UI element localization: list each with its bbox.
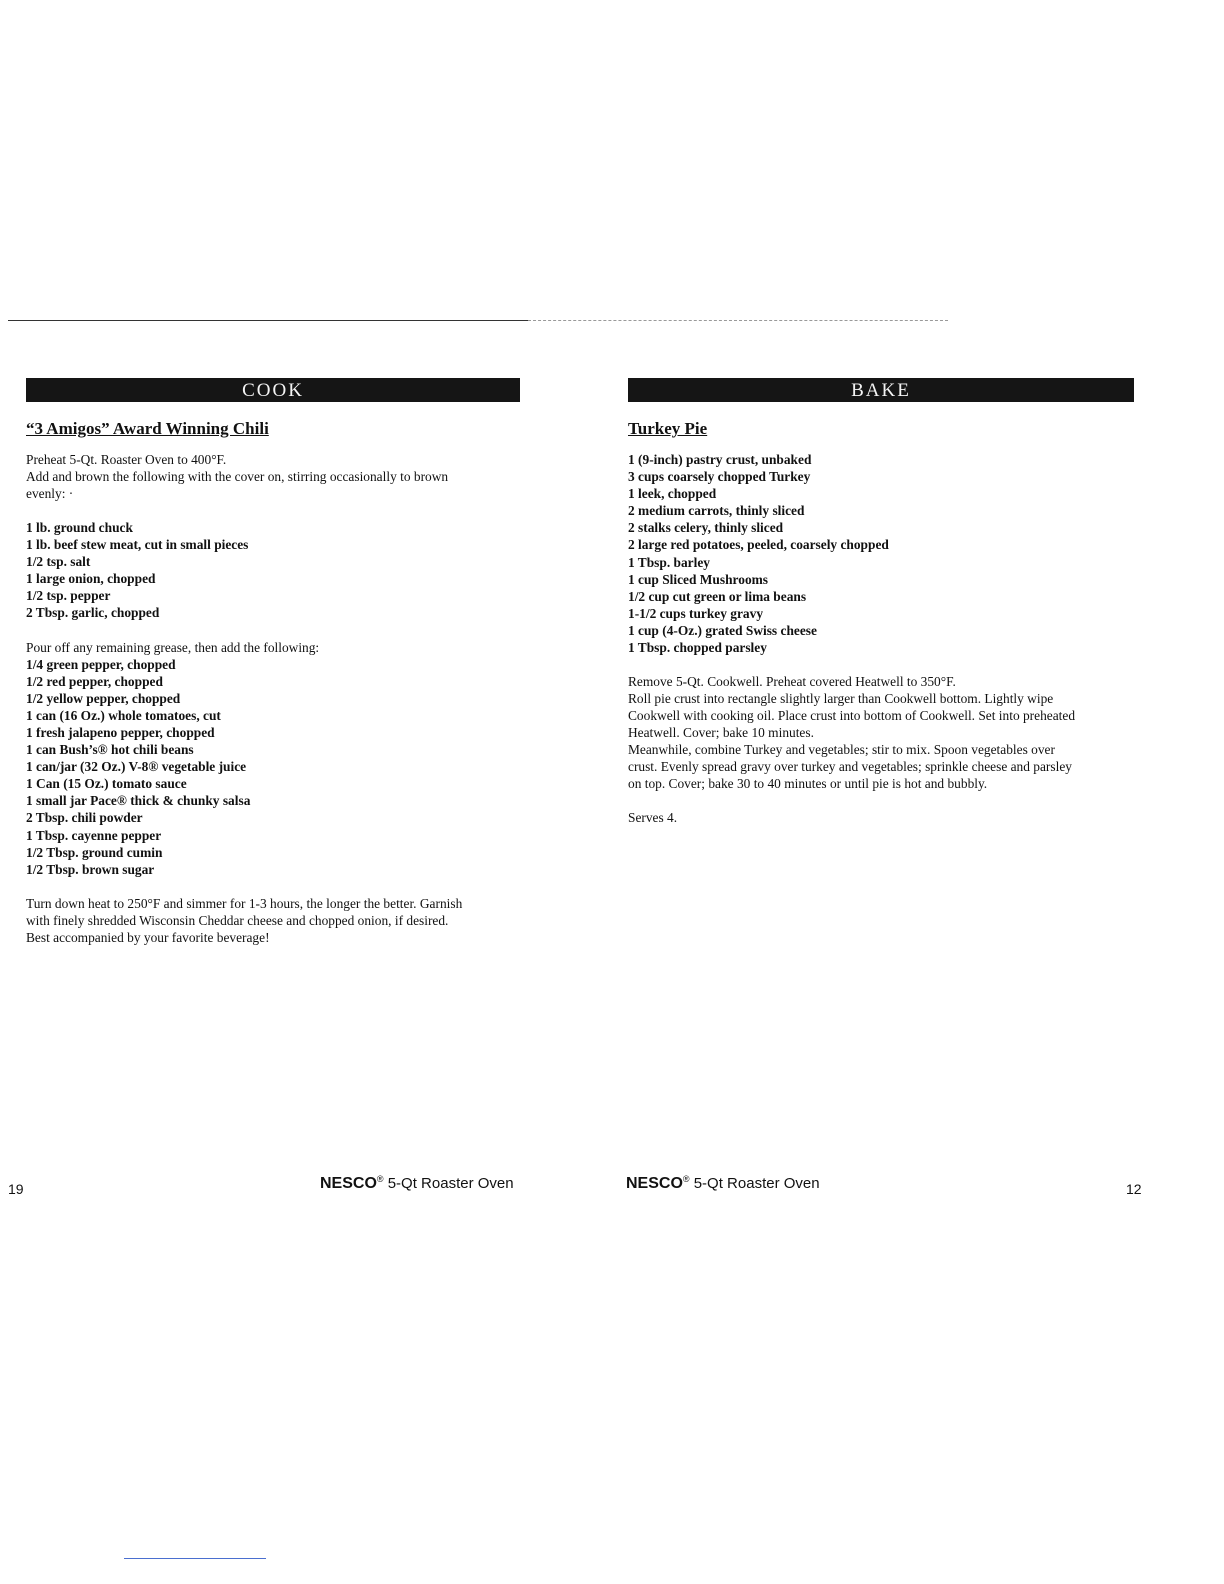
brand-name: NESCO (320, 1175, 377, 1192)
ingredient: 1 Tbsp. barley (628, 554, 710, 570)
ingredient-list-brown (26, 519, 520, 622)
ingredient-list-add (26, 656, 520, 878)
ingredient: 1 lb. ground chuck (26, 520, 133, 535)
ingredient: 2 Tbsp. chili powder (26, 810, 143, 826)
chili-mid-instruction: Pour off any remaining grease, then add the following: (26, 639, 320, 655)
ingredient: 1 (9-inch) pastry crust, unbaked (628, 452, 812, 467)
direction-line: on top. Cover; bake 30 to 40 minutes or until pie is hot and bubbly. (628, 776, 988, 792)
direction-line: Meanwhile, combine Turkey and vegetables; stir to mix. Spoon vegetables over (628, 742, 1055, 758)
ingredient: 3 cups coarsely chopped Turkey (628, 469, 811, 485)
ingredient: 1/2 tsp. pepper (26, 588, 111, 604)
top-rule (8, 320, 528, 321)
ingredient: 2 Tbsp. garlic, chopped (26, 605, 160, 621)
ingredient: 1 small jar Pace® thick & chunky salsa (26, 793, 251, 809)
brand-name: NESCO (626, 1175, 683, 1192)
ingredient: 1 can Bush’s® hot chili beans (26, 742, 194, 758)
section-banner-cook: COOK (26, 378, 520, 402)
ingredient: 1/2 tsp. salt (26, 554, 91, 570)
ingredient: 2 large red potatoes, peeled, coarsely chopped (628, 537, 889, 553)
ingredient: 1 Tbsp. chopped parsley (628, 640, 767, 656)
right-page (628, 378, 1134, 826)
ingredient: 1/2 red pepper, chopped (26, 673, 163, 689)
ingredient: 1/2 cup cut green or lima beans (628, 588, 807, 604)
ingredient-list-turkey (628, 451, 1134, 656)
ingredient: 1 cup (4-Oz.) grated Swiss cheese (628, 622, 817, 638)
direction-line: Heatwell. Cover; bake 10 minutes. (628, 725, 814, 741)
ingredient: 1 lb. beef stew meat, cut in small pieces (26, 537, 249, 553)
ingredient: 1-1/2 cups turkey gravy (628, 605, 764, 621)
page-number-left: 19 (8, 1181, 24, 1197)
turkey-directions (628, 673, 1134, 792)
footer-brand-left (320, 1174, 514, 1193)
chili-outro (26, 895, 520, 946)
model-name: 5-Qt Roaster Oven (693, 1175, 820, 1192)
ingredient: 1 Can (15 Oz.) tomato sauce (26, 776, 187, 792)
ingredient: 1/4 green pepper, chopped (26, 656, 176, 672)
left-page (26, 378, 520, 946)
intro-line: evenly: · (26, 486, 74, 501)
intro-line: Preheat 5-Qt. Roaster Oven to 400°F. (26, 452, 227, 467)
ingredient: 1 can (16 Oz.) whole tomatoes, cut (26, 707, 221, 723)
ingredient: 1/2 Tbsp. brown sugar (26, 861, 155, 877)
recipe-title-chili: “3 Amigos” Award Winning Chili (26, 419, 269, 438)
bottom-divider (124, 1558, 266, 1559)
model-name: 5-Qt Roaster Oven (387, 1175, 514, 1192)
direction-line: Roll pie crust into rectangle slightly larger than Cookwell bottom. Lightly wipe (628, 691, 1054, 707)
page-number-right: 12 (1126, 1181, 1142, 1197)
ingredient: 1 can/jar (32 Oz.) V-8® vegetable juice (26, 759, 247, 775)
direction-line: Remove 5-Qt. Cookwell. Preheat covered Heatwell to 350°F. (628, 674, 956, 690)
ingredient: 1 large onion, chopped (26, 571, 156, 587)
chili-intro (26, 451, 520, 502)
intro-line: Add and brown the following with the cover on, stirring occasionally to brown (26, 469, 449, 484)
top-rule-faded (528, 320, 948, 321)
ingredient: 1/2 Tbsp. ground cumin (26, 844, 163, 860)
ingredient: 1 leek, chopped (628, 486, 717, 502)
section-banner-bake: BAKE (628, 378, 1134, 402)
outro-line: Turn down heat to 250°F and simmer for 1-3 hours, the longer the better. Garnish (26, 895, 463, 911)
outro-line: with finely shredded Wisconsin Cheddar cheese and chopped onion, if desired. (26, 912, 449, 928)
direction-line: crust. Evenly spread gravy over turkey and vegetables; sprinkle cheese and parsley (628, 759, 1072, 775)
recipe-title-turkey-pie: Turkey Pie (628, 419, 708, 438)
direction-line: Cookwell with cooking oil. Place crust into bottom of Cookwell. Set into preheated (628, 708, 1076, 724)
footer-brand-right (626, 1174, 820, 1193)
ingredient: 2 medium carrots, thinly sliced (628, 503, 805, 519)
ingredient: 1/2 yellow pepper, chopped (26, 690, 181, 706)
ingredient: 1 Tbsp. cayenne pepper (26, 827, 162, 843)
ingredient: 1 fresh jalapeno pepper, chopped (26, 724, 215, 740)
outro-line: Best accompanied by your favorite beverage! (26, 929, 270, 945)
ingredient: 2 stalks celery, thinly sliced (628, 520, 784, 536)
registered-mark: ® (376, 1174, 384, 1184)
registered-mark: ® (682, 1174, 690, 1184)
serves-note: Serves 4. (628, 810, 678, 826)
ingredient: 1 cup Sliced Mushrooms (628, 571, 768, 587)
